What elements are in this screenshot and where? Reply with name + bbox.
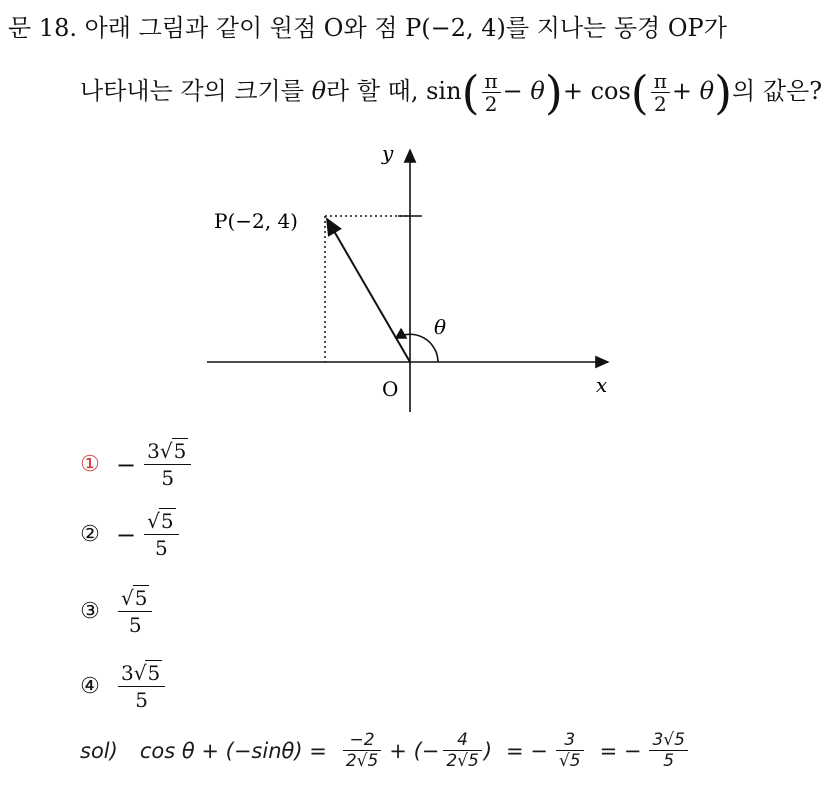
question-line-1 — [8, 12, 727, 44]
choice-1[interactable] — [76, 438, 193, 491]
choice-4-number: ④ — [80, 674, 100, 699]
choice-1-denominator: 5 — [161, 466, 175, 490]
choice-2-radicand: 5 — [160, 509, 174, 533]
paren-close-1: ) — [544, 65, 563, 120]
paren-open-2: ( — [630, 65, 649, 120]
solution-fraction-3 — [556, 730, 584, 771]
choice-4-radicand: 5 — [147, 661, 161, 685]
choice-4-fraction — [118, 660, 165, 713]
solution-fraction-2 — [443, 730, 481, 771]
angle-arc — [396, 334, 438, 362]
sin-label: sin — [426, 77, 462, 105]
ray-op — [327, 219, 410, 362]
point-p-label: P(−2, 4) — [214, 209, 298, 233]
pi-numerator: π — [482, 70, 501, 93]
choice-2[interactable] — [76, 508, 181, 561]
pi-over-2-fraction-2 — [651, 70, 670, 115]
minus-theta: − θ — [502, 77, 545, 105]
choice-4[interactable] — [76, 660, 167, 713]
two-denominator: 2 — [653, 92, 667, 116]
choice-3-radicand: 5 — [134, 586, 148, 610]
paren-open-1: ( — [461, 65, 480, 120]
theta-symbol: θ — [311, 77, 327, 105]
choice-1-radicand: 5 — [173, 439, 187, 463]
sqrt-symbol: √5 — [133, 661, 161, 685]
solution-f2-num: 4 — [443, 730, 481, 751]
solution-fraction-4 — [649, 730, 687, 771]
choice-4-marker — [76, 673, 104, 701]
choice-1-sign: − — [116, 450, 137, 479]
pi-over-2-fraction-1 — [482, 70, 501, 115]
paren-close-2: ) — [714, 65, 733, 120]
solution-f1-num: −2 — [343, 730, 381, 751]
solution-plus-paren: + (− — [389, 738, 440, 763]
solution-close-paren: ) — [483, 738, 493, 763]
choice-3-numerator — [118, 585, 152, 612]
choice-2-marker — [76, 521, 104, 549]
choice-2-fraction — [144, 508, 178, 561]
choice-3-denominator: 5 — [128, 613, 142, 637]
two-denominator: 2 — [484, 92, 498, 116]
sqrt-symbol: √5 — [159, 439, 187, 463]
choice-3-marker — [76, 598, 104, 626]
pi-numerator: π — [651, 70, 670, 93]
origin-label: O — [382, 377, 399, 401]
choice-1-number: ① — [80, 452, 100, 477]
question-text-2b: 라 할 때, — [326, 77, 419, 105]
choice-1-coef: 3 — [147, 439, 160, 463]
solution-expression: cos θ + (−sinθ) = — [139, 738, 327, 763]
choice-4-coef: 3 — [121, 661, 134, 685]
solution-eq-1: = − — [506, 738, 548, 763]
solution-fraction-1 — [343, 730, 381, 771]
question-line-2 — [80, 65, 822, 120]
choice-3[interactable] — [76, 585, 154, 638]
plus-sign: + — [562, 77, 583, 105]
choice-3-number: ③ — [80, 599, 100, 624]
solution-f4-num: 3√5 — [649, 730, 687, 751]
plus-theta: + θ — [671, 77, 715, 105]
solution-f4-den: 5 — [663, 751, 675, 771]
choice-2-numerator — [144, 508, 178, 535]
question-number: 문 18. — [8, 14, 77, 42]
choice-4-numerator — [118, 660, 165, 687]
cos-label: cos — [590, 77, 631, 105]
choice-2-denominator: 5 — [154, 536, 168, 560]
choice-2-sign: − — [116, 520, 137, 549]
sqrt-symbol: √5 — [147, 509, 174, 533]
choice-2-number: ② — [80, 522, 100, 547]
solution-f2-den: 2√5 — [446, 751, 479, 771]
x-axis-label: x — [596, 373, 608, 397]
solution-f3-num: 3 — [556, 730, 584, 751]
handwritten-solution — [80, 730, 690, 771]
choice-1-marker — [76, 451, 104, 479]
choice-1-numerator — [144, 438, 191, 465]
question-text-2a: 나타내는 각의 크기를 — [80, 77, 304, 105]
question-text-1: 아래 그림과 같이 원점 O와 점 P(−2, 4)를 지나는 동경 OP가 — [84, 14, 727, 42]
y-axis-label: y — [382, 141, 394, 165]
solution-prefix: sol) — [80, 738, 118, 763]
question-tail: 의 값은? — [732, 77, 822, 105]
choice-1-fraction — [144, 438, 191, 491]
solution-f1-den: 2√5 — [345, 751, 379, 771]
choice-4-denominator: 5 — [135, 688, 148, 712]
sqrt-symbol: √5 — [121, 586, 148, 610]
solution-eq-2: = − — [599, 738, 642, 763]
theta-angle-label: θ — [434, 315, 447, 339]
solution-f3-den: √5 — [558, 751, 581, 771]
choice-3-fraction — [118, 585, 152, 638]
